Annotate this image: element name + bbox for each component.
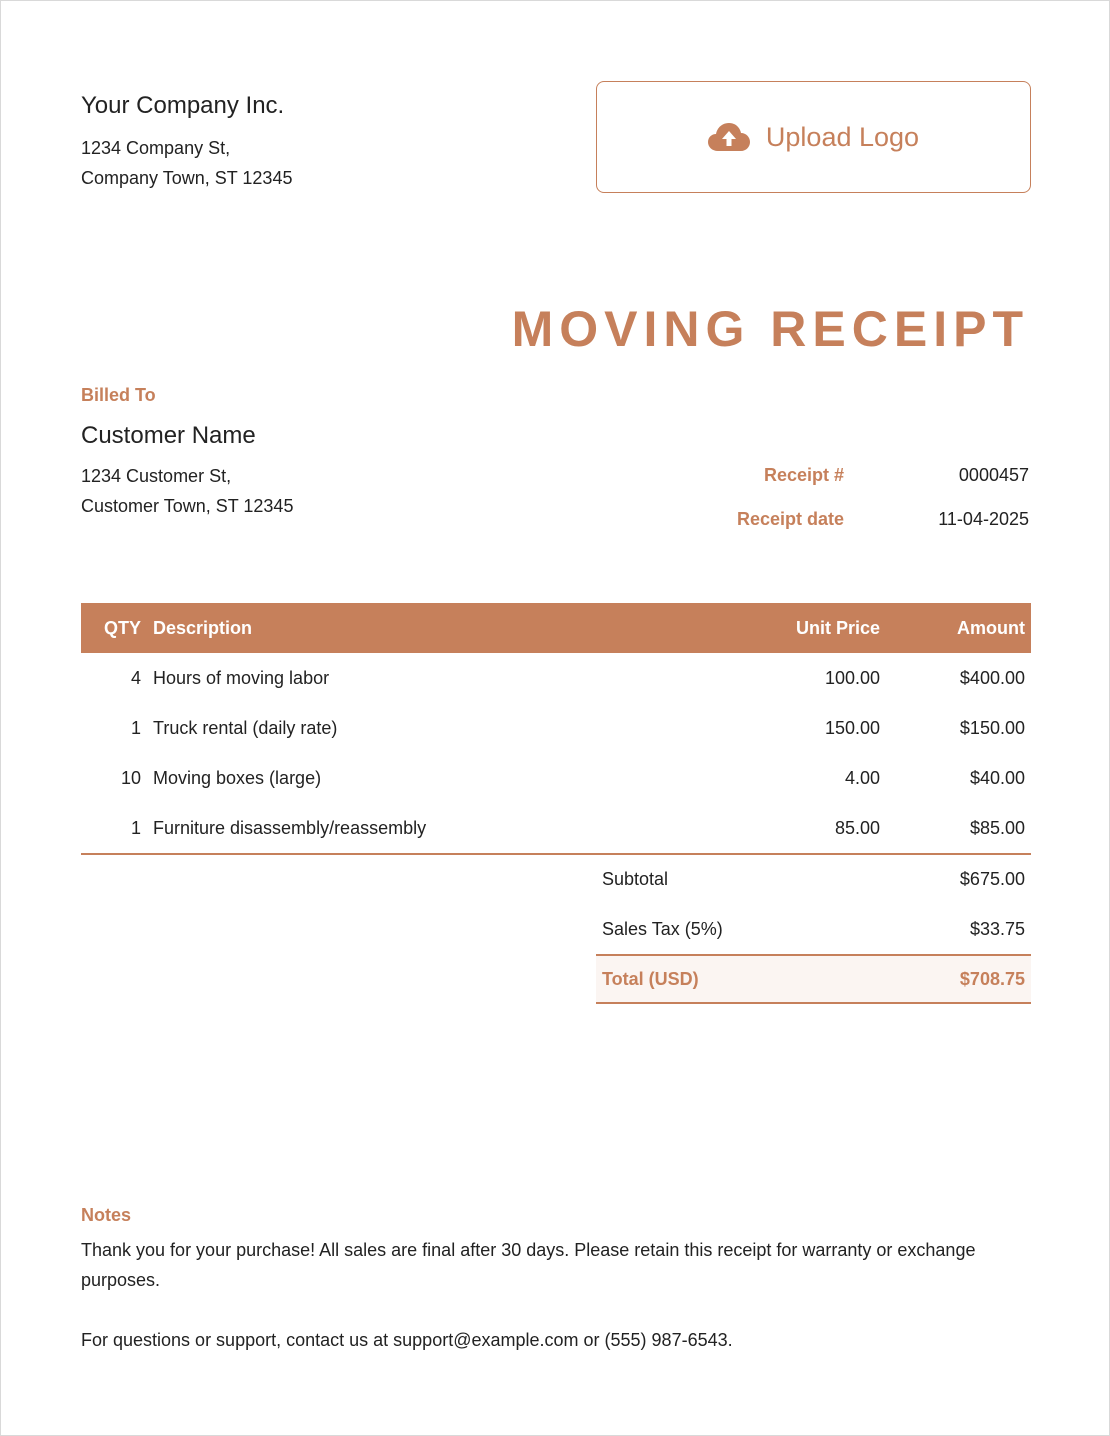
notes-block <box>81 1201 1041 1355</box>
row-amount: $85.00 <box>886 803 1031 854</box>
row-unit-price: 150.00 <box>824 717 880 738</box>
receipt-number-value: 0000457 <box>958 464 1029 485</box>
company-name: Your Company Inc. <box>81 92 285 119</box>
notes-text-2: For questions or support, contact us at support@example.com or (555) 987-6543. <box>81 1330 733 1350</box>
sales-tax-value: $33.75 <box>969 918 1025 939</box>
upload-logo-button[interactable] <box>596 81 1031 193</box>
upload-logo-label: Upload Logo <box>765 121 920 152</box>
row-description: Moving boxes (large) <box>153 767 322 788</box>
notes-label: Notes <box>81 1205 132 1225</box>
row-unit-price: 85.00 <box>734 803 886 854</box>
table-row <box>81 803 1031 854</box>
header-qty: QTY <box>103 617 141 638</box>
totals-block <box>596 854 1031 1004</box>
header-amount: Amount <box>957 617 1025 638</box>
table-row <box>81 703 1031 753</box>
receipt-date-row <box>644 497 1029 541</box>
total-label: Total (USD) <box>602 968 699 989</box>
billed-to-block <box>81 383 293 521</box>
row-qty: 1 <box>130 717 141 738</box>
row-qty: 4 <box>130 667 141 688</box>
customer-address-line1: 1234 Customer St, <box>81 466 232 486</box>
row-amount: $150.00 <box>959 717 1025 738</box>
customer-address-line2: Customer Town, ST 12345 <box>81 496 294 516</box>
header-description: Description <box>153 617 253 638</box>
company-address-line1: 1234 Company St, <box>81 138 231 158</box>
line-items-table <box>81 603 1031 855</box>
total-value: $708.75 <box>959 968 1025 989</box>
cloud-upload-icon <box>708 122 750 152</box>
company-block <box>81 91 292 193</box>
receipt-number-row <box>644 453 1029 497</box>
table-header-row <box>81 603 1031 653</box>
row-unit-price: 100.00 <box>824 667 880 688</box>
row-description: Furniture disassembly/reassembly <box>147 803 734 854</box>
row-qty: 10 <box>120 767 141 788</box>
table-header <box>81 603 1031 653</box>
notes-text-1: Thank you for your purchase! All sales are final after 30 days. Please retain this receipt for warranty or exchange purposes. <box>81 1240 976 1290</box>
subtotal-value: $675.00 <box>959 868 1025 889</box>
header-unit-price: Unit Price <box>795 617 880 638</box>
subtotal-row <box>596 854 1031 904</box>
document-title: MOVING RECEIPT <box>511 301 1029 357</box>
receipt-number-label: Receipt # <box>763 464 844 485</box>
row-description: Truck rental (daily rate) <box>153 717 338 738</box>
row-description: Hours of moving labor <box>153 667 330 688</box>
table-row <box>81 753 1031 803</box>
receipt-date-label: Receipt date <box>736 508 844 529</box>
subtotal-label: Subtotal <box>602 868 669 889</box>
table-row <box>81 653 1031 703</box>
billed-to-label: Billed To <box>81 385 156 405</box>
sales-tax-row <box>596 904 1031 954</box>
sales-tax-label: Sales Tax (5%) <box>602 918 723 939</box>
company-address-line2: Company Town, ST 12345 <box>81 168 293 188</box>
total-row <box>596 954 1031 1004</box>
table-body <box>81 653 1031 854</box>
receipt-date-value: 11-04-2025 <box>938 508 1029 529</box>
customer-name: Customer Name <box>81 422 256 449</box>
receipt-meta <box>644 453 1029 541</box>
row-unit-price: 4.00 <box>844 767 880 788</box>
row-qty: 1 <box>81 803 147 854</box>
row-amount: $400.00 <box>959 667 1025 688</box>
row-amount: $40.00 <box>969 767 1025 788</box>
